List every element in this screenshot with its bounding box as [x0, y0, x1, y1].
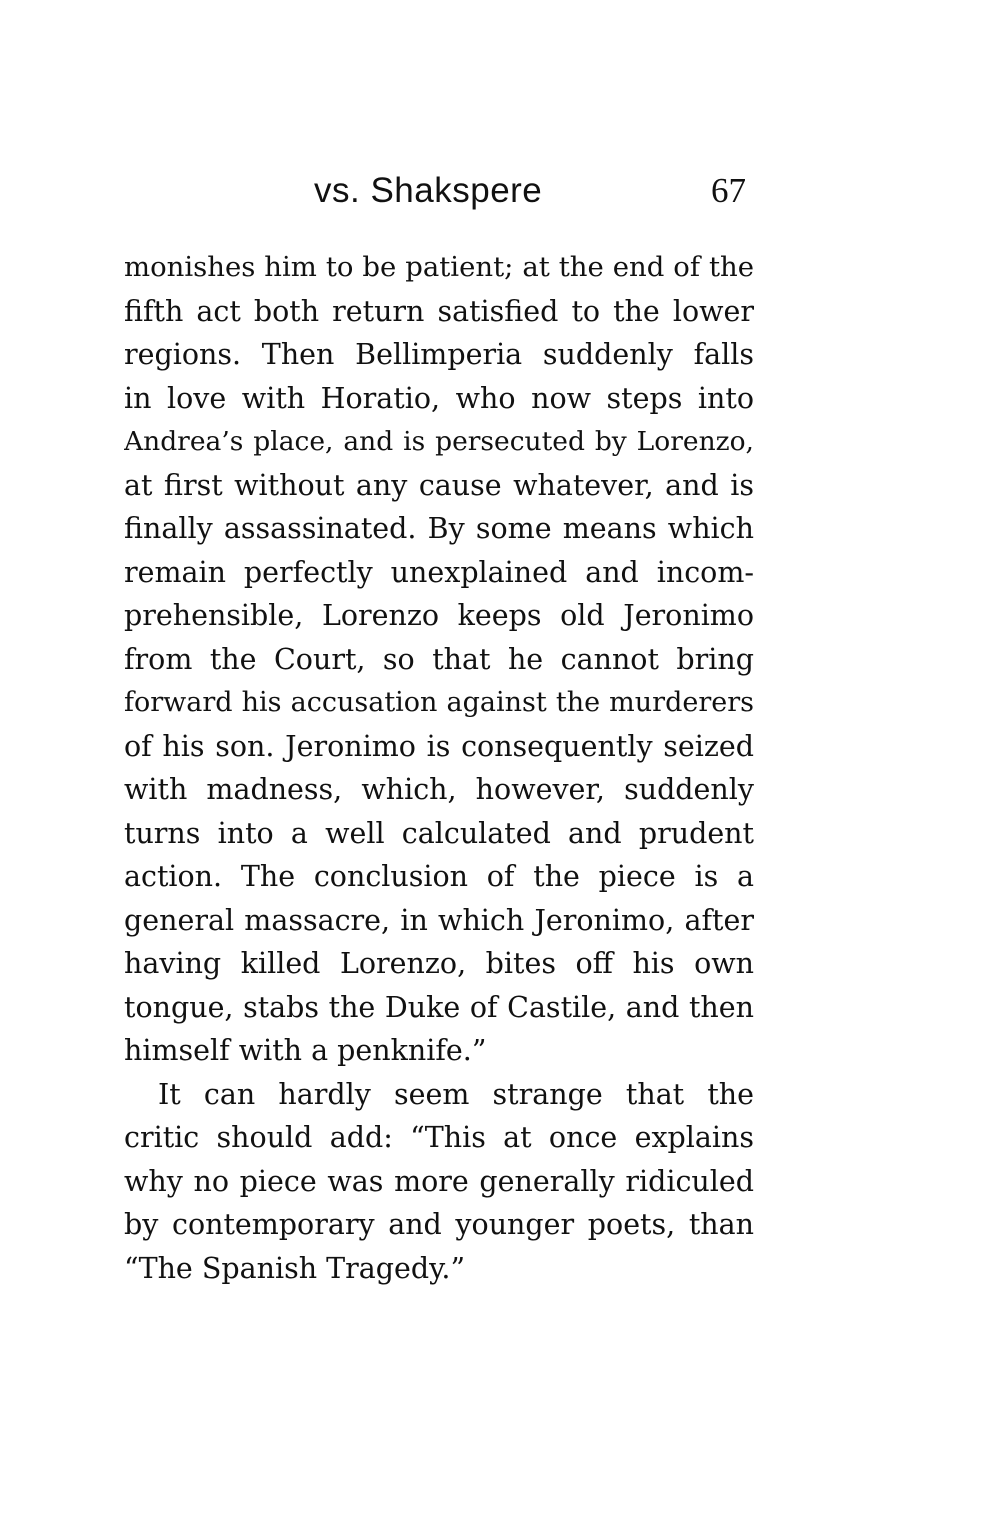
text-line: It can hardly seem strange that the [158, 1077, 754, 1111]
page-number: 67 [711, 171, 746, 210]
text-line: action. The conclusion of the piece is a [124, 860, 754, 893]
running-head [124, 166, 754, 216]
text-line: forward his accusation against the murderers [124, 687, 754, 718]
text-line: in love with Horatio, who now steps into [124, 381, 754, 415]
text-line: himself with a penknife.” [124, 1034, 487, 1067]
paragraph-1 [124, 246, 754, 1073]
body-text [124, 246, 754, 1290]
text-line: finally assassinated. By some means which [124, 512, 754, 545]
text-line: turns into a well calculated and prudent [124, 816, 754, 850]
text-line: fifth act both return satisfied to the lower [124, 294, 754, 328]
text-line: general massacre, in which Jeronimo, after [124, 903, 754, 937]
text-line: at first without any cause whatever, and is [124, 468, 754, 502]
text-line: why no piece was more generally ridiculed [124, 1164, 754, 1198]
text-line: having killed Lorenzo, bites off his own [124, 947, 754, 980]
text-line: prehensible, Lorenzo keeps old Jeronimo [124, 599, 754, 632]
text-line: from the Court, so that he cannot bring [124, 642, 754, 676]
text-line: critic should add: “This at once explains [124, 1121, 754, 1154]
text-line: by contemporary and younger poets, than [124, 1208, 754, 1241]
paragraph-2 [124, 1073, 754, 1291]
text-line: Andrea’s place, and is persecuted by Lorenzo, [124, 426, 754, 457]
text-line: with madness, which, however, suddenly [124, 773, 754, 806]
text-line: of his son. Jeronimo is consequently seized [124, 729, 754, 763]
text-line: monishes him to be patient; at the end of the [124, 251, 754, 283]
text-line: remain perfectly unexplained and incom- [124, 555, 754, 589]
text-line: regions. Then Bellimperia suddenly falls [124, 338, 754, 371]
text-line: “The Spanish Tragedy.” [124, 1251, 466, 1285]
running-title: vs. Shakspere [314, 171, 543, 210]
text-line: tongue, stabs the Duke of Castile, and then [124, 990, 754, 1024]
